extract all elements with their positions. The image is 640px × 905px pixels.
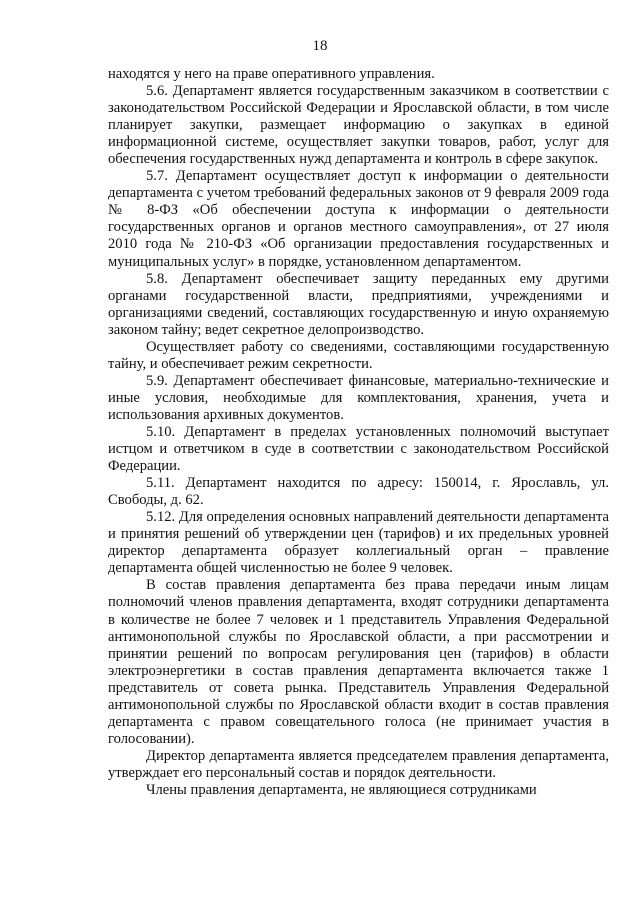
paragraph-secrecy: Осуществляет работу со сведениями, составляющими государственную тайну, и обеспечивает режим секретности.	[108, 338, 609, 372]
paragraph-clause-5-9: 5.9. Департамент обеспечивает финансовые, материально-технические и иные условия, необходимые для комплектования, хранения, учета и использования архивных документов.	[108, 372, 609, 423]
paragraph-board-members: Члены правления департамента, не являющиеся сотрудниками	[146, 781, 537, 798]
paragraph-clause-5-11: 5.11. Департамент находится по адресу: 150014, г. Ярославль, ул. Свободы, д. 62.	[108, 475, 609, 509]
paragraph-continuation: находятся у него на праве оперативного управления.	[108, 66, 435, 82]
paragraph-clause-5-7: 5.7. Департамент осуществляет доступ к информации о деятельности департамента с учетом требований федеральных законов от 9 февраля 2009 года № 8-ФЗ «Об обеспечении доступа к информации о деятельности государственных органов и органов местного самоуправления», от 27 июля 2010 года № 210-ФЗ «Об организации предоставления государственных и муниципальных услуг» в порядке, установленном департаментом.	[108, 168, 609, 270]
paragraph-clause-5-8: 5.8. Департамент обеспечивает защиту переданных ему другими органами государственной власти, предприятиями, учреждениями и организациями сведений, составляющих государственную и иную охраняемую законом тайну; ведет секретное делопроизводство.	[108, 270, 609, 338]
paragraph-board-composition: В состав правления департамента без права передачи иным лицам полномочий членов правления департамента, входят сотрудники департамента в количестве не более 7 человек и 1 представитель Управления Федеральной антимонопольной службы по Ярославской области, а при рассмотрении и принятии решений по вопросам регулирования цен (тарифов) в области электроэнергетики в состав правления департамента включается также 1 представитель от совета рынка. Представитель Управления Федеральной антимонопольной службы по Ярославской области входит в состав правления департамента с правом совещательного голоса (не принимает участия в голосовании).	[108, 577, 609, 747]
paragraph-clause-5-6: 5.6. Департамент является государственным заказчиком в соответствии с законодательством Российской Федерации и Ярославской области, в том числе планирует закупки, размещает информацию о закупках в единой информационной системе, осуществляет закупки товаров, работ, услуг для обеспечения государственных нужд департамента и контроль в сфере закупок.	[108, 83, 609, 168]
paragraph-board-chair: Директор департамента является председателем правления департамента, утверждает его персональный состав и порядок деятельности.	[108, 747, 609, 781]
paragraph-clause-5-10: 5.10. Департамент в пределах установленных полномочий выступает истцом и ответчиком в суде в соответствии с законодательством Российской Федерации.	[108, 423, 609, 475]
paragraph-clause-5-12: 5.12. Для определения основных направлений деятельности департамента и принятия решений об утверждении цен (тарифов) и их предельных уровней директор департамента образует коллегиальный орган – правление департамента общей численностью не более 9 человек.	[108, 509, 609, 577]
page-number: 18	[312, 38, 328, 54]
document-body	[108, 66, 609, 799]
